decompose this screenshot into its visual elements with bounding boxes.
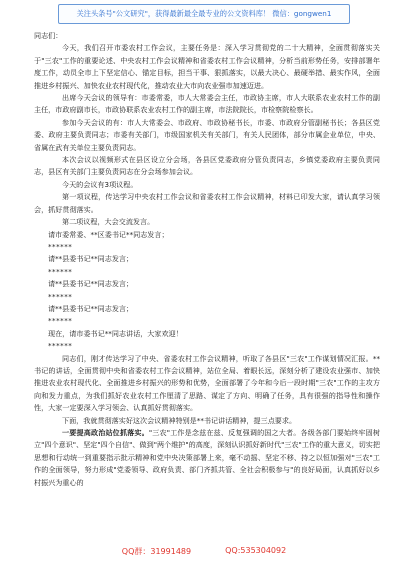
salutation: 同志们： [34,31,63,40]
speaker-invite: 请**县委书记**同志发言； [48,303,134,313]
speaker-invite: 现在，请市委书记**同志讲话，大家欢迎！ [48,328,183,338]
section-heading: 一要提高政治站位抓落实。 [62,428,149,437]
separator: ****** [48,316,73,326]
promo-banner [58,4,350,24]
paragraph: 第二项议程，大会交流发言。 [62,217,155,227]
speaker-invite: 请**县委书记**同志发言； [48,254,134,264]
separator: ****** [48,291,73,301]
paragraph: 今天，我们召开市委农村工作会议，主要任务是：深入学习贯彻党的二十大精神，全面贯彻落实关于"三农"工作的重要论述、中央农村工作会议精神和省委农村工作会议精神，分析当前形势任务，安排部署年度工作，动员全市上下坚定信心、锚定目标，担当干事、狠抓落实，以最大决心、最硬举措、最实作风，全面推进乡村振兴、加快农业农村现代化，推动农业大市向农业强市加速迈进。 [34,43,380,90]
separator: ****** [48,266,73,276]
paragraph: 本次会议以视频形式在县区设立分会场，各县区党委政府分管负责同志，乡镇党委政府主要负责同志，县区有关部门主要负责同志在分会场参加会议。 [34,155,380,177]
section-text: "三农"工作是念兹在兹、反复强调的国之大者。各级各部门要始终牢固树立"四个意识"、坚定"四个自信"、做到"两个维护"的高度，深刻认识抓好新时代"三农"工作的重大意义，切实把思想和行动统一到重要指示批示精神和党中央决策部署上来，毫不动摇、坚定不移、持之以恒加强对"三农"工作的全面领导，努力形成"党委领导、政府负责、部门齐抓共管、全社会积极参与"的良好局面，认真抓好以乡村振兴为重心的 [34,428,381,487]
footer [0,546,408,557]
paragraph: 同志们，刚才传达学习了中央、省委农村工作会议精神，听取了各县区"三农"工作谋划情况汇报。**书记的讲话，全面贯彻中央和省委农村工作会议精神，站位全局、着眼长远，深刻分析了建设农业强市、加快推进农业农村现代化、全面推进乡村振兴的形势和优势，全面部署了今年和今后一段时期"三农"工作的主攻方向和发力重点，为我们抓好农业农村工作厘清了思路、谋定了方向、明确了任务，具有很强的指导性和操作性，大家一定要深入学习领会、认真抓好贯彻落实。 [34,353,380,413]
separator: ****** [48,341,73,351]
paragraph: 参加今天会议的有：市人大常委会、市政府、市政协秘书长，市委、市政府分管副秘书长；各县区党委、政府主要负责同志；市委有关部门，市级国家机关有关部门，有关人民团体，部分市属企业单位，中央、省属在武有关单位主要负责同志。 [34,117,380,152]
speaker-invite: 请市委常委、**区委书记**同志发言； [48,229,169,239]
speaker-invite: 请**县委书记**同志发言； [48,279,134,289]
paragraph: 今天的会议有3项议程。 [62,179,138,189]
paragraph: 第一项议程，传达学习中央农村工作会议和省委农村工作会议精神，材料已印发大家，请认真学习领会，抓好贯彻落实。 [34,192,380,214]
paragraph: 出席今天会议的领导有：市委常委，市人大常委会主任，市政协主席，市人大联系农业农村工作的副主任，市政府副市长，市政协联系农业农村工作的副主席，市法院院长，市检察院检察长。 [34,93,380,115]
footer-qq: QQ:535304092 [225,546,287,555]
paragraph [34,427,380,489]
promo-banner-text: 关注头条号"公文研究"，获得最新最全最专业的公文资料库！ 微信：gongwen1 [76,9,332,18]
footer-qq-group: QQ群：31991489 [121,547,192,556]
separator: ****** [48,241,73,251]
document-body [34,30,380,489]
paragraph: 下面，我就贯彻落实好这次会议精神特别是**书记讲话精神，提三点要求。 [62,415,297,425]
